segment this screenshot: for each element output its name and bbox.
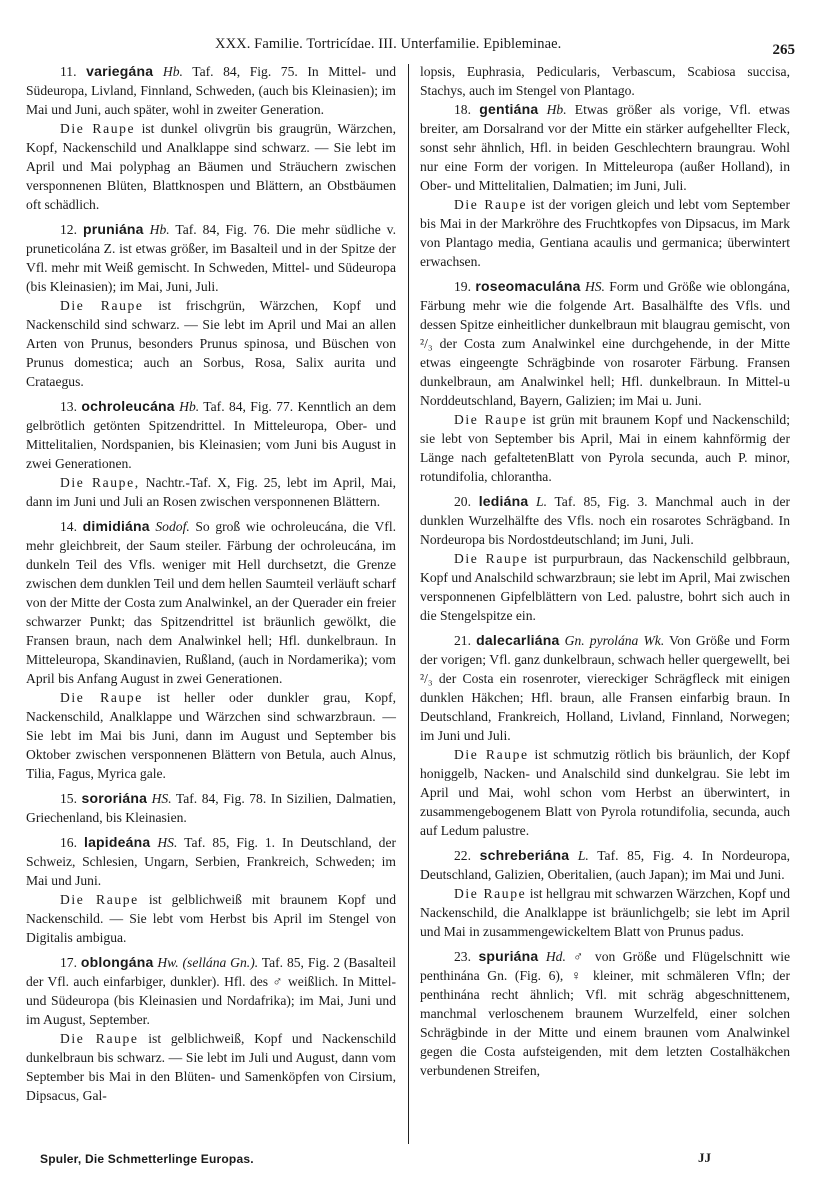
species-author: L. — [577, 848, 589, 863]
larva-description — [420, 195, 790, 271]
species-text: Taf. 84, Fig. 75. In Mittel- und Südeuropa, Livland, Finnland, Schweden, (auch bis Kleinasien); im Mai und Juni, auch später, wohl in zweiter Generation. — [26, 64, 397, 117]
larva-text: ist gelblichweiß mit braunem Kopf und Nackenschild. — Sie lebt vom Herbst bis April im Stengel von Digitalis ambigua. — [26, 892, 396, 945]
species-author: HS. — [151, 791, 172, 806]
species-number: 11. — [60, 64, 77, 79]
species-name: spuriána — [478, 948, 539, 964]
larva-description — [26, 890, 396, 947]
larva-label: Die Raupe — [454, 197, 528, 212]
species-entry — [420, 947, 790, 1080]
species-author: Hw. (sellána Gn.). — [157, 955, 259, 970]
species-description — [26, 220, 396, 296]
larva-text: ist dunkel olivgrün bis graugrün, Wärzchen, Kopf, Nackenschild und Analklappe sind schwarz. — Sie lebt im April und Mai polyphag an Bäumen und Sträuchern zwischen versponnenen Blüten, Blattknospen und Blättern, an Obstbäumen oft schädlich. — [26, 121, 396, 212]
larva-text: ist frischgrün, Wärzchen, Kopf und Nackenschild sind schwarz. — Sie lebt im April und Mai an allen Arten von Prunus, besonders Prunus spinosa, und Büschen von Prunus domestica; auch an Sorbus, Rosa, Salix aurita und Crataegus. — [26, 298, 396, 389]
larva-label: Die Raupe — [60, 298, 144, 313]
species-text: Taf. 84, Fig. 78. In Sizilien, Dalmatien, Griechenland, bis Kleinasien. — [26, 791, 396, 825]
species-description — [26, 62, 396, 119]
species-description — [420, 492, 790, 549]
species-name: lapideána — [83, 834, 151, 850]
species-text: ♂ von Größe und Flügelschnitt wie penthinána Gn. (Fig. 6), ♀ kleiner, mit schmäleren Vfln; der penthinána recht ähnlich; Vfl. mit schräg abgeschnittenem, manchmal verloschenem braunem Wurzelfeld, einer solchen Schrägbinde in der Mitte und einem braunen vom Analwinkel gegen die Costa aufsteigenden, mit dem letzten Costalhäkchen verbundenen Streifen, — [420, 949, 791, 1078]
larva-text: ist grün mit braunem Kopf und Nackenschild; sie lebt von September bis April, Mai in einem kahnförmig der Länge nach gefaltetenBlatt von Pyrola secunda, auch P. minor, rotundifolia, chlorantha. — [420, 412, 790, 484]
species-description — [420, 277, 790, 410]
species-name: dalecarliána — [476, 632, 560, 648]
species-entry — [26, 833, 396, 947]
species-name: variegána — [86, 63, 154, 79]
species-text: Taf. 85, Fig. 2 (Basalteil der Vfl. auch einfarbiger, dunkler). Hfl. des ♂ weißlich. In Mittel- und Südeuropa (bis Kleinasien und Nordafrika); im Mai, Juni und im August, September. — [26, 955, 397, 1027]
larva-description — [420, 410, 790, 486]
species-entry — [420, 492, 790, 625]
larva-label: Die Raupe — [454, 551, 529, 566]
species-name: lediána — [478, 493, 529, 509]
larva-description — [420, 745, 790, 840]
species-name: pruniána — [82, 221, 144, 237]
footer-source: Spuler, Die Schmetterlinge Europas. — [40, 1152, 254, 1166]
species-author: Hd. — [545, 949, 566, 964]
species-entry — [26, 517, 396, 783]
signature-mark: JJ — [698, 1150, 711, 1165]
species-entry — [420, 631, 790, 840]
larva-label: Die Raupe — [454, 886, 527, 901]
species-description — [26, 517, 396, 688]
species-name: dimidiána — [82, 518, 150, 534]
species-entry — [26, 953, 396, 1105]
species-text: Etwas größer als vorige, Vfl. etwas breiter, am Dorsalrand vor der Mitte ein stärker aufgehellter Fleck, sonst sehr ähnlich, Hfl. in beiden Geschlechtern braungrau. Wohl nur eine Form der vorigen. In Mitteleuropa (außer Holland), in Ober- und Mittelitalien, Dalmatien; im Juni, Juli. — [420, 102, 790, 193]
species-number: 20. — [454, 494, 471, 509]
page-number: 265 — [772, 42, 795, 58]
larva-description — [420, 549, 790, 625]
larva-label: Die Raupe — [454, 747, 529, 762]
larva-label: Die Raupe, — [60, 475, 140, 490]
species-name: roseomaculána — [475, 278, 581, 294]
species-number: 16. — [60, 835, 77, 850]
larva-label: Die Raupe — [454, 412, 528, 427]
species-number: 15. — [60, 791, 77, 806]
species-number: 14. — [60, 519, 77, 534]
larva-text: ist purpurbraun, das Nackenschild gelbbraun, Kopf und Analschild schwarzbraun; sie lebt im April, Mai zwischen versponnenen Gipfelblättern von Led. palustre, bohrt sich auch in die Stengelspitze ein. — [420, 551, 790, 623]
species-entry — [420, 846, 790, 941]
larva-description — [420, 884, 790, 941]
species-name: ochroleucána — [81, 398, 175, 414]
species-author: Hb. — [149, 222, 170, 237]
species-author: Hb. — [162, 64, 183, 79]
species-number: 18. — [454, 102, 471, 117]
larva-description — [26, 119, 396, 214]
species-text: Taf. 85, Fig. 3. Manchmal auch in der dunklen Wurzelhälfte des Vfls. noch ein rosarotes Schrägband. In Nordeuropa bis Nordostdeutschland; im Juni, Juli. — [420, 494, 790, 547]
larva-text: ist gelblichweiß, Kopf und Nackenschild dunkelbraun bis schwarz. — Sie lebt im Juli und August, dann vom September bis Mai in den Blüten- und Samenköpfen von Cirsium, Dipsacus, Gal- — [26, 1031, 396, 1103]
species-text: Taf. 84, Fig. 77. Kenntlich an dem gelbrötlich getönten Spitzendrittel. In Mitteleuropa, Ober- und Mittelitalien, Nordspanien, bis Kleinasien; vom Juni bis August in zwei Generationen. — [26, 399, 397, 471]
species-text: Von Größe und Form der vorigen; Vfl. ganz dunkelbraun, schwach heller quergewellt, bei ²/₃ der Costa ein rosenroter, viereckiger Schrägfleck mit einigen dunklen Häkchen; Hfl. braun, alle Fransen einfarbig braun. In Deutschland, Frankreich, Holland, Livland, Finnland, Norwegen; im Juni und Juli. — [420, 633, 790, 743]
species-name: oblongána — [80, 954, 154, 970]
species-number: 13. — [60, 399, 77, 414]
larva-text: Nachtr.-Taf. X, Fig. 25, lebt im April, Mai, dann im Juni und Juli an Rosen zwischen versponnenen Blättern. — [26, 475, 396, 509]
larva-text: ist hellgrau mit schwarzen Wärzchen, Kopf und Nackenschild, die Analklappe ist bräunlichgelb; sie lebt im April und Mai in zusammengewickeltem Blatt von Prunus padus. — [420, 886, 791, 939]
species-description — [420, 100, 790, 195]
right-entries — [420, 100, 790, 1080]
species-description — [26, 397, 396, 473]
species-author: Hb. — [179, 399, 200, 414]
larva-text: ist der vorigen gleich und lebt vom September bis Mai in der Markröhre des Fruchtkopfes von Dipsacus, im Mark von Plantago media, Gentiana acaulis und germanica; überwintert erwachsen. — [420, 197, 790, 269]
larva-description — [26, 296, 396, 391]
species-text: So groß wie ochroleucána, die Vfl. mehr gleichbreit, der Saum steiler. Färbung der ochroleucána, im dunkeln Teil des Vfls. weniger mit Hell durchsetzt, die Grenze zwischen dem dunklen Teil und dem hellen Saumteil verläuft scharf von der Mitte der Costa zum Analwinkel, an der Querader ein freier schwarzer Punkt; das Spitzendrittel ist bräunlich gewölkt, die Fransen braun, nach dem Analwinkel hell; Hfl. dunkelbraun. In Mitteleuropa, Skandinavien, Rußland, (auch in Nordamerika); vom April bis Anfang August in zwei Generationen. — [26, 519, 396, 686]
species-text: Taf. 84, Fig. 76. Die mehr südliche v. pruneticolána Z. ist etwas größer, im Basalteil und in der Spitze der Vfl. mehr mit Weiß gemischt. In Schweden, Mittel- und Südeuropa (bis Kleinasien); im Mai, Juni, Juli. — [26, 222, 396, 294]
species-description — [420, 631, 790, 745]
species-description — [26, 953, 396, 1029]
larva-description — [26, 473, 396, 511]
species-name: schreberiána — [479, 847, 570, 863]
species-author: Sodof. — [155, 519, 190, 534]
species-entry — [420, 277, 790, 486]
species-description — [26, 833, 396, 890]
species-entry — [26, 62, 396, 214]
larva-description — [26, 688, 396, 783]
species-description — [420, 846, 790, 884]
running-header: XXX. Familie. Tortricídae. III. Unterfamilie. Epibleminae. — [215, 36, 562, 52]
species-description — [26, 789, 396, 827]
species-name: sororiána — [81, 790, 148, 806]
left-column — [26, 62, 396, 1111]
species-number: 17. — [60, 955, 77, 970]
right-column — [420, 62, 790, 1086]
larva-label: Die Raupe — [60, 1031, 139, 1046]
species-description — [420, 947, 790, 1080]
species-author: HS. — [584, 279, 605, 294]
species-entry — [420, 100, 790, 271]
species-number: 21. — [454, 633, 471, 648]
species-name: gentiána — [479, 101, 539, 117]
larva-label: Die Raupe — [60, 121, 136, 136]
species-author: HS. — [157, 835, 178, 850]
species-author: Hb. — [546, 102, 567, 117]
species-text: Taf. 85, Fig. 4. In Nordeuropa, Deutschland, Galizien, Oberitalien, (auch Japan); im Mai und Juni. — [420, 848, 791, 882]
column-divider — [408, 64, 409, 1144]
species-number: 12. — [60, 222, 77, 237]
species-entry — [26, 789, 396, 827]
species-text: Form und Größe wie oblongána, Färbung mehr wie die folgende Art. Basalhälfte des Vfls. und dessen Spitze einheitlicher dunkelbraun mit blaugrau gemischt, von ²/₃ der Costa zum Analwinkel eine durchgehende, in der Mitte etwas eingeengte Schrägbinde von rosaroter Färbung. Fransen dunkelbraun, am Analwinkel hell; Hfl. dunkelbraun. In Mittel-u Norddeutschland, Bayern, Galizien; im Mai u. Juni. — [420, 279, 790, 408]
continuation-paragraph: lopsis, Euphrasia, Pedicularis, Verbascum, Scabiosa succisa, Stachys, auch im Stengel von Plantago. — [420, 64, 790, 98]
larva-label: Die Raupe — [60, 690, 143, 705]
species-number: 22. — [454, 848, 471, 863]
species-number: 19. — [454, 279, 471, 294]
species-entry — [26, 397, 396, 511]
larva-label: Die Raupe — [60, 892, 139, 907]
larva-description — [26, 1029, 396, 1105]
larva-text: ist schmutzig rötlich bis bräunlich, der Kopf honiggelb, Nacken- und Analschild sind dunkelgrau. Sie lebt im April und Mai, wohl schon vom Herbst an überwintert, in zusammengebogenem Blatt von Pyrola rotundifolia, secunda, auch auf Ledum palustre. — [420, 747, 790, 838]
species-number: 23. — [454, 949, 471, 964]
species-entry — [26, 220, 396, 391]
larva-text: ist heller oder dunkler grau, Kopf, Nackenschild, Analklappe und Wärzchen sind schwarzbraun. — Sie lebt im Mai bis Juni, dann im August und September bis Oktober zwischen versponnenen Blättern von Betula, auch Alnus, Tilia, Fagus, Myrica gale. — [26, 690, 396, 781]
species-text: Taf. 85, Fig. 1. In Deutschland, der Schweiz, Schlesien, Ungarn, Serbien, Frankreich, Schweden; im Mai und Juni. — [26, 835, 397, 888]
species-author: Gn. pyrolána Wk. — [564, 633, 665, 648]
species-author: L. — [536, 494, 547, 509]
continuation-text — [420, 62, 790, 100]
